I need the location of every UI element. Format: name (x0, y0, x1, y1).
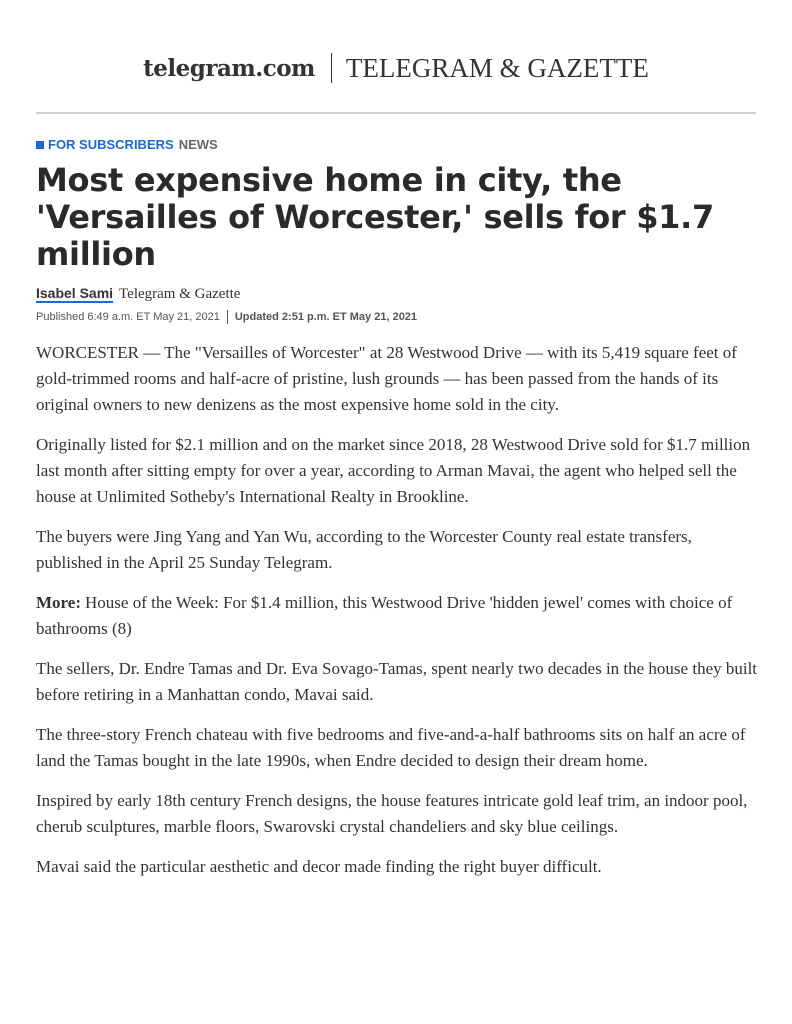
article-paragraph: The three-story French chateau with five bedrooms and five-and-a-half bathrooms sits on half an acre of land the Tamas bought in the late 1990s, when Endre decided to design their dream home. (36, 725, 746, 770)
article-body (36, 340, 758, 894)
byline (36, 285, 240, 303)
article-paragraph: Inspired by early 18th century French designs, the house features intricate gold leaf trim, an indoor pool, cherub sculptures, marble floors, Swarovski crystal chandeliers and sky blue ceilings. (36, 791, 748, 836)
masthead-divider (331, 53, 332, 83)
article-paragraph: The buyers were Jing Yang and Yan Wu, according to the Worcester County real estate transfers, published in the April 25 Sunday Telegram. (36, 527, 692, 572)
article-headline: Most expensive home in city, the 'Versailles of Worcester,' sells for $1.7 million (36, 161, 714, 273)
updated-date: Updated 2:51 p.m. ET May 21, 2021 (234, 311, 418, 323)
dateline (36, 310, 417, 324)
author-link[interactable]: Isabel Sami (36, 285, 114, 301)
subscribers-label[interactable]: FOR SUBSCRIBERS (48, 137, 174, 152)
site-url-logo[interactable]: telegram.com (143, 54, 315, 82)
article-labels (36, 137, 218, 152)
publication-name: Telegram & Gazette (119, 286, 241, 302)
published-date: Published 6:49 a.m. ET May 21, 2021 (36, 311, 220, 323)
masthead (0, 50, 792, 86)
article-paragraph: The sellers, Dr. Endre Tamas and Dr. Eva Sovago-Tamas, spent nearly two decades in the house they built before retiring in a Manhattan condo, Mavai said. (36, 659, 758, 704)
date-divider (227, 310, 228, 324)
more-paragraph (36, 590, 758, 642)
more-link[interactable]: House of the Week: For $1.4 million, this Westwood Drive 'hidden jewel' comes with choice of bathrooms (8) (36, 593, 733, 638)
article-paragraph: Originally listed for $2.1 million and on the market since 2018, 28 Westwood Drive sold for $1.7 million last month after sitting empty for over a year, according to Arman Mavai, the agent who helped sell the house at Unlimited Sotheby's International Realty in Brookline. (36, 435, 751, 506)
article-paragraph: WORCESTER — The "Versailles of Worcester" at 28 Westwood Drive — with its 5,419 square feet of gold-trimmed rooms and half-acre of pristine, lush grounds — has been passed from the hands of its original owners to new denizens as the most expensive home sold in the city. (36, 343, 737, 414)
section-label[interactable]: NEWS (178, 137, 218, 152)
header-rule (36, 112, 756, 114)
article-paragraph: Mavai said the particular aesthetic and decor made finding the right buyer difficult. (36, 857, 602, 876)
paper-name-logo[interactable]: TELEGRAM & GAZETTE (345, 52, 649, 83)
subscriber-square-icon (36, 141, 44, 149)
more-label: More: (36, 593, 81, 612)
